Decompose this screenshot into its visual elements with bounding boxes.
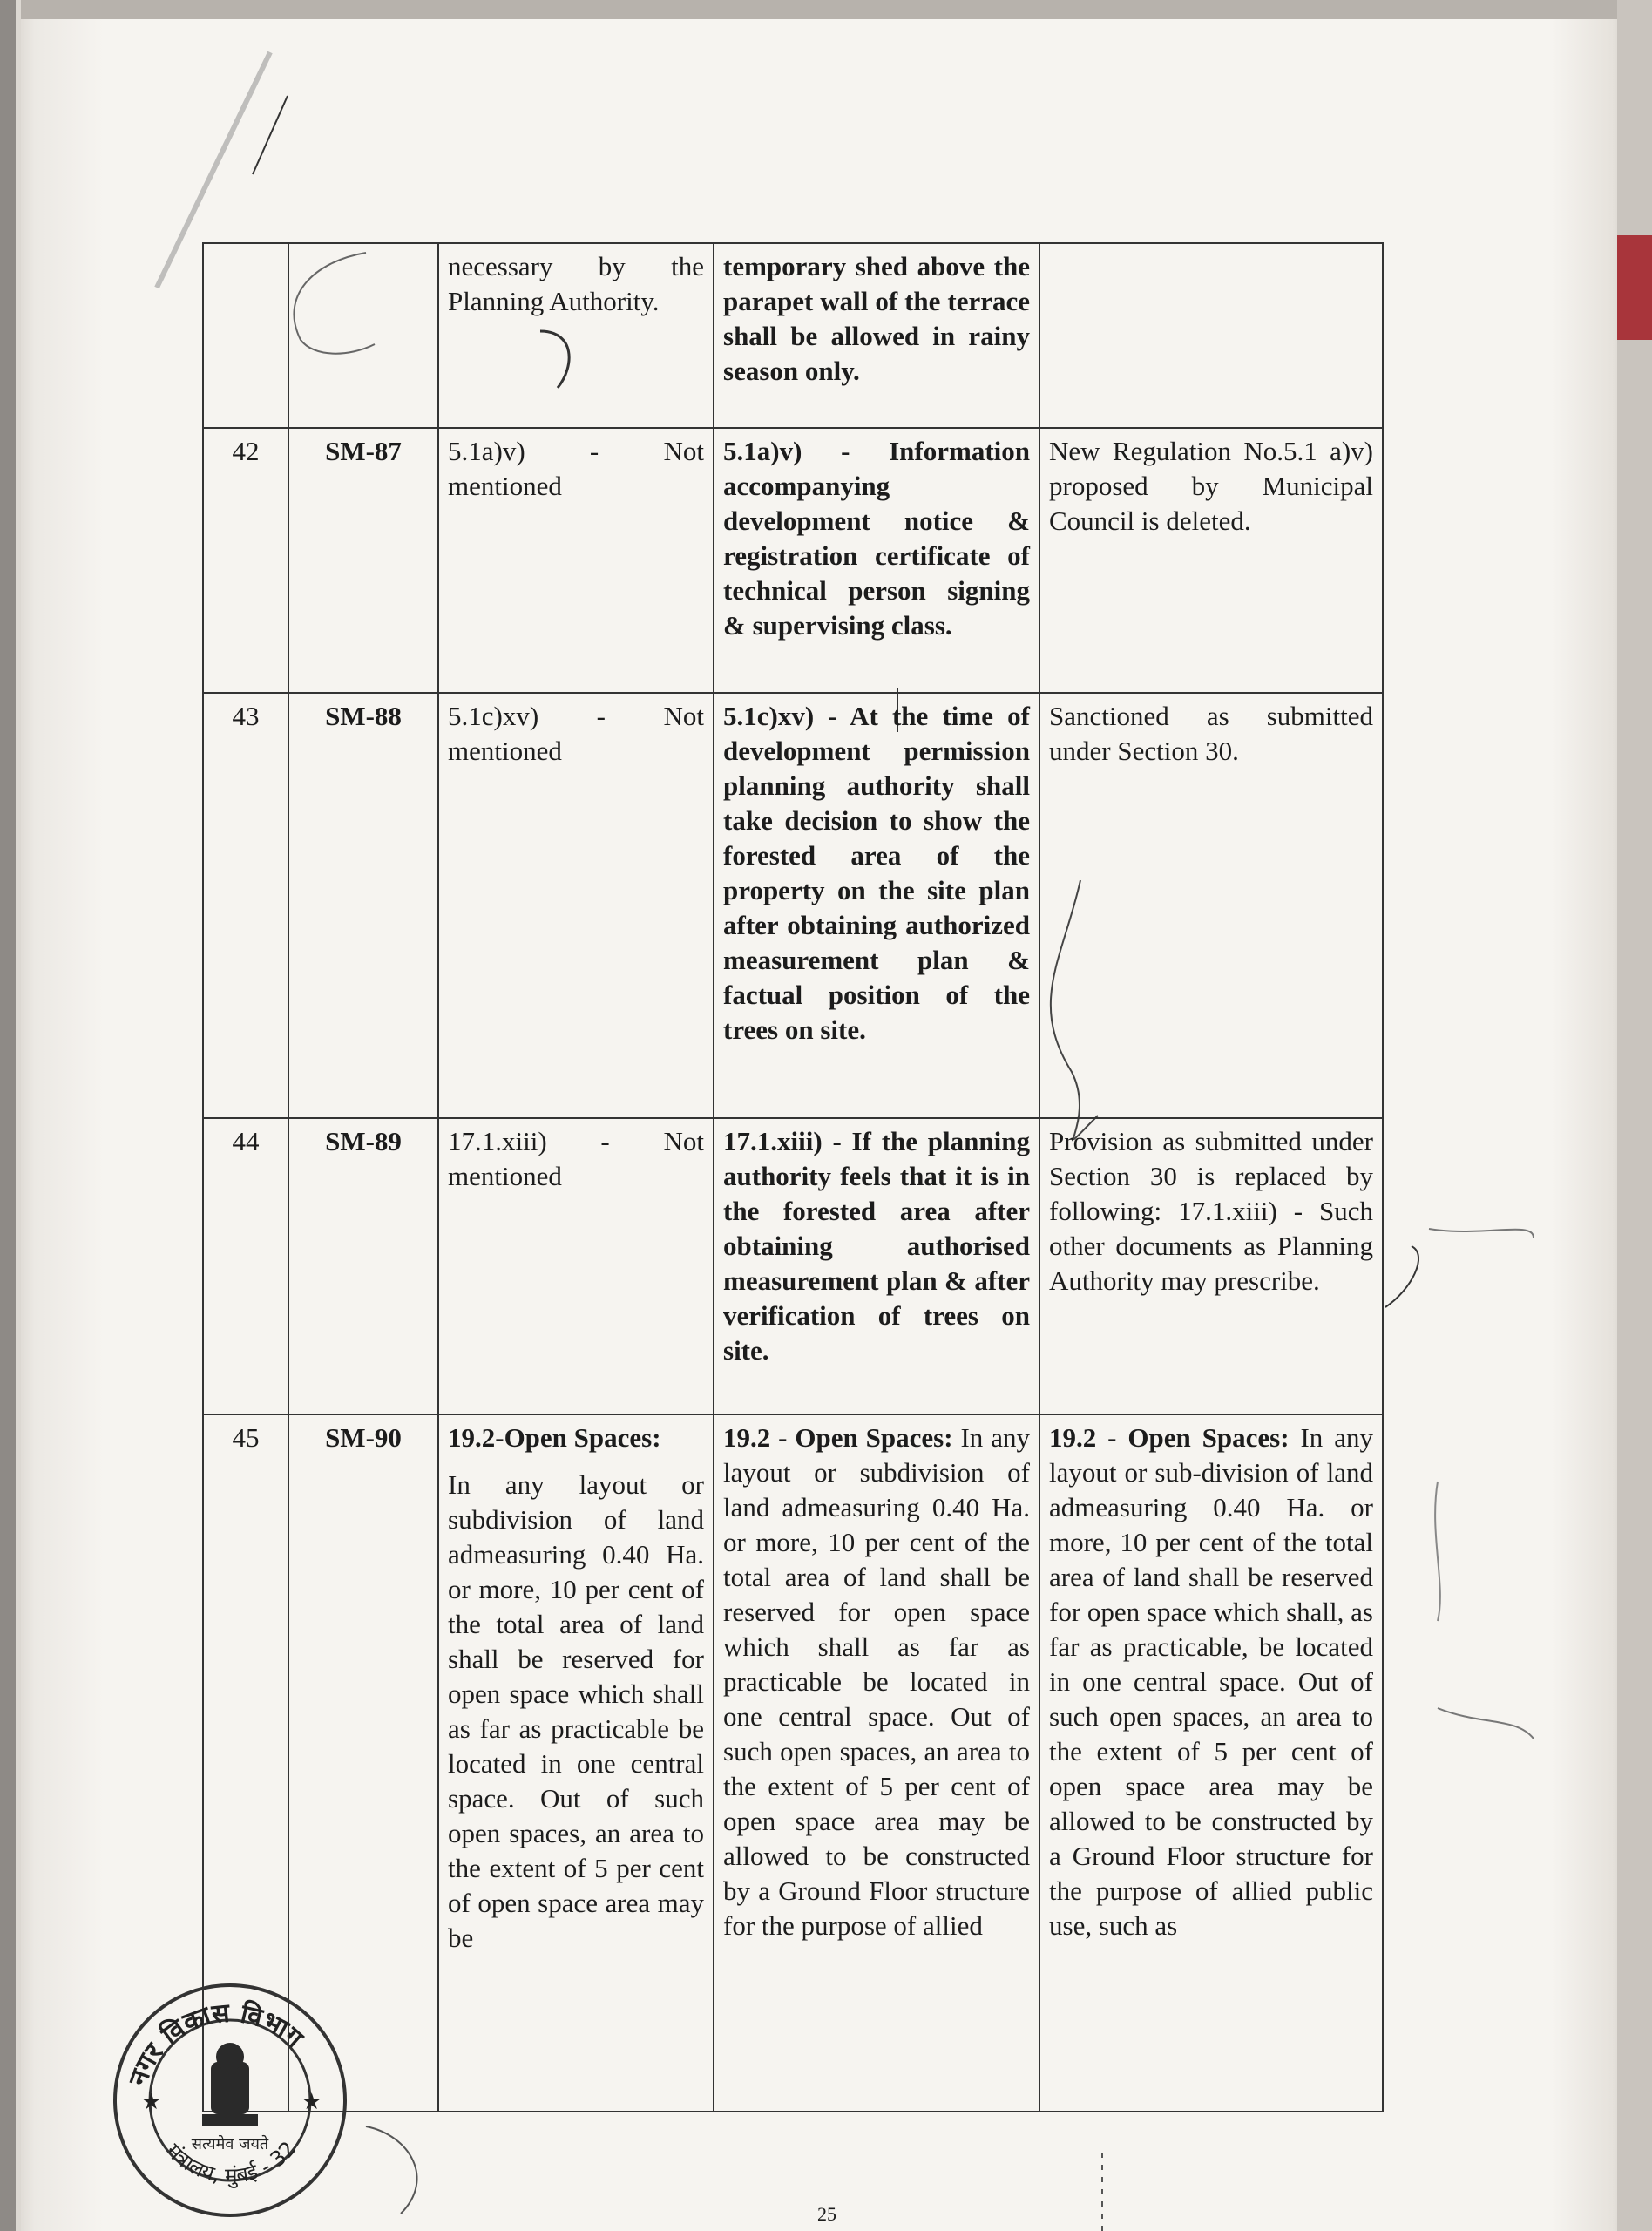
modification-code <box>288 243 438 428</box>
sanctioned-provision-cell <box>1039 1414 1383 2112</box>
seal-top-text: नगर विकास विभाग <box>123 1997 309 2090</box>
sanctioned-heading: 19.2 - Open Spaces: <box>1049 1422 1290 1453</box>
proposed-provision: temporary shed above the parapet wall of the terrace shall be allowed in rainy season only. <box>714 243 1039 428</box>
sanctioned-provision: Provision as submitted under Section 30 is replaced by following: 17.1.xiii) - Such other documents as Planning Authority may prescribe. <box>1039 1118 1383 1414</box>
sanctioned-provision: In any layout or sub-division of land admeasuring 0.40 Ha. or more, 10 per cent of the total area of land shall be reserved for open space which shall, as far as practicable, be located in one central space. Out of such open spaces, an area to the extent of 5 per cent of open space area may be allowed to be constructed by a Ground Floor structure for the purpose of allied public use, such as <box>1049 1422 1373 1941</box>
proposed-provision: In any layout or subdivision of land admeasuring 0.40 Ha. or more, 10 per cent of the total area of land shall be reserved for open space which shall as far as practicable be located in one central space. Out of such open spaces, an area to the extent of 5 per cent of open space area may be allowed to be constructed by a Ground Floor structure for the purpose of allied <box>723 1422 1030 1941</box>
table-row <box>203 1414 1383 2112</box>
serial-number <box>203 243 288 428</box>
regulation-table <box>202 242 1384 2112</box>
modification-code: SM-90 <box>288 1414 438 2112</box>
existing-provision: 5.1c)xv) - Not mentioned <box>438 693 714 1118</box>
existing-heading: 19.2-Open Spaces: <box>448 1422 661 1453</box>
table-row <box>203 243 1383 428</box>
existing-provision-cell <box>438 1414 714 2112</box>
government-seal <box>108 1978 352 2222</box>
proposed-provision-cell <box>714 1414 1039 2112</box>
modification-code: SM-89 <box>288 1118 438 1414</box>
table-row <box>203 1118 1383 1414</box>
existing-provision: In any layout or subdivision of land admeasuring 0.40 Ha. or more, 10 per cent of the total area of land shall be reserved for open space which shall as far as practicable be located in one central space. Out of such open spaces, an area to the extent of 5 per cent of open space area may be <box>448 1469 704 1953</box>
page-number: 25 <box>817 2203 836 2225</box>
proposed-heading: 19.2 - Open Spaces: <box>723 1422 953 1453</box>
sanctioned-provision: Sanctioned as submitted under Section 30. <box>1039 693 1383 1118</box>
table-row <box>203 428 1383 693</box>
serial-number: 43 <box>203 693 288 1118</box>
serial-number: 45 <box>203 1414 288 2112</box>
svg-text:★: ★ <box>141 2089 162 2115</box>
table-row <box>203 693 1383 1118</box>
modification-code: SM-88 <box>288 693 438 1118</box>
sanctioned-provision <box>1039 243 1383 428</box>
existing-provision: 5.1a)v) - Not mentioned <box>438 428 714 693</box>
svg-text:★: ★ <box>301 2089 322 2115</box>
proposed-provision: 5.1a)v) - Information accompanying development notice & registration certificate of technical person signing & supervising class. <box>714 428 1039 693</box>
seal-motto: सत्यमेव जयते <box>191 2135 269 2153</box>
existing-provision: necessary by the Planning Authority. <box>438 243 714 428</box>
sanctioned-provision: New Regulation No.5.1 a)v) proposed by Municipal Council is deleted. <box>1039 428 1383 693</box>
serial-number: 42 <box>203 428 288 693</box>
seal-bottom-text: मंत्रालय, मुंबई - 32 <box>161 2136 301 2188</box>
existing-provision: 17.1.xiii) - Not mentioned <box>438 1118 714 1414</box>
serial-number: 44 <box>203 1118 288 1414</box>
modification-code: SM-87 <box>288 428 438 693</box>
proposed-provision: 17.1.xiii) - If the planning authority feels that it is in the forested area after obtaining authorised measurement plan & after verification of trees on site. <box>714 1118 1039 1414</box>
proposed-provision: 5.1c)xv) - At the time of development permission planning authority shall take decision to show the forested area of the property on the site plan after obtaining authorized measurement plan & factual position of the trees on site. <box>714 693 1039 1118</box>
